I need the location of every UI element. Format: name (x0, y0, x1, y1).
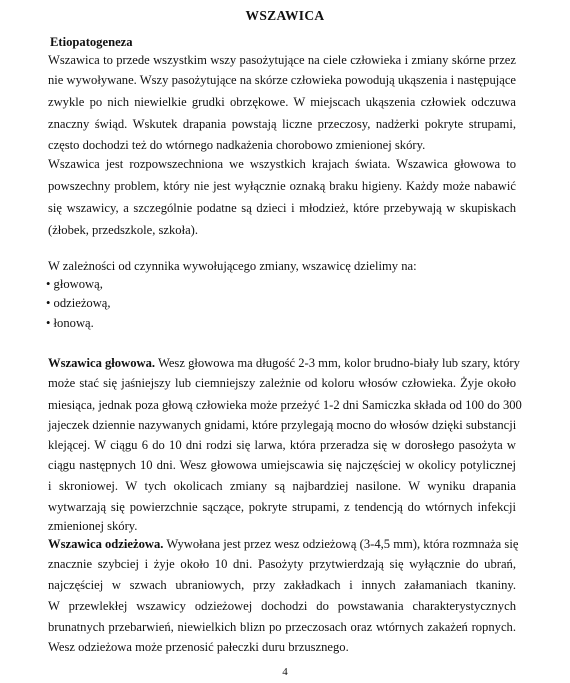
paragraph-line: znacznie szybciej i żyje około 10 dni. Pasożyty przytwierdzają się wyłącznie do ubrań, (48, 557, 516, 571)
paragraph-first-line (48, 355, 520, 371)
paragraph-line: znaczny świąd. Wskutek drapania powstają liczne przeczosy, nadżerki pokryte strupami, (48, 117, 516, 131)
paragraph-line: klejącej. W ciągu 6 do 10 dni rodzi się larwa, która przeradza się w dorosłego pasożyta w (48, 438, 516, 452)
paragraph-line: Wszawica jest rozpowszechniona we wszystkich krajach świata. Wszawica głowowa to (48, 157, 516, 171)
section-heading-etiopatogeneza: Etiopatogeneza (50, 35, 133, 49)
paragraph-line: zwykle po nich niewielkie grudki obrzękowe. W miejscach ukąszenia człowiek odczuwa (48, 95, 516, 109)
paragraph-line: powszechny problem, który nie jest wyłącznie oznaką braku higieny. Każdy może nabawić (48, 179, 516, 193)
paragraph-line: się wszawicy, a szczególnie podatne są dzieci i młodzież, które przebywają w skupiskach (48, 201, 516, 215)
list-item: • łonową. (46, 316, 94, 330)
paragraph-line: najczęściej w szwach ubraniowych, przy zakładkach i innych załamaniach tkaniny. (48, 578, 516, 592)
paragraph-line: nie wywoływane. Wszy pasożytujące na skórze człowieka powodują ukąszenia i następujące (48, 73, 517, 87)
section-heading-glowowa: Wszawica głowowa. (48, 356, 156, 370)
paragraph-first-line (48, 536, 519, 552)
paragraph-line: W przewlekłej wszawicy odzieżowej dochodzi do powstawania charakterystycznych (48, 599, 516, 613)
list-item: • głowową, (46, 277, 103, 291)
list-item: • odzieżową, (46, 296, 111, 310)
paragraph-line: może stać się jaśniejszy lub ciemniejszy zależnie od koloru włosów człowieka. Żyje około (48, 376, 516, 390)
paragraph-line: często dochodzi też do wtórnego nadkażenia chorobowo zmienionej skóry. (48, 138, 426, 152)
paragraph-line: miesiąca, jednak poza głową człowieka może przeżyć 1-2 dni Samiczka składa od 100 do 300 (48, 398, 522, 412)
paragraph-line: (żłobek, przedszkole, szkoła). (48, 223, 199, 237)
paragraph-line: zmienionej skóry. (48, 519, 138, 533)
paragraph-line: Wszawica to przede wszystkim wszy pasożytujące na ciele człowieka i zmiany skórne przez (48, 53, 516, 67)
classification-intro: W zależności od czynnika wywołującego zmiany, wszawicę dzielimy na: (48, 259, 417, 273)
paragraph-line: Wesz odzieżowa może przenosić pałeczki duru brzusznego. (48, 640, 349, 654)
section-heading-odziezowa: Wszawica odzieżowa. (48, 537, 164, 551)
page-title: WSZAWICA (245, 8, 325, 23)
paragraph-line: brunatnych przebarwień, niewielkich blizn po przeczosach oraz wtórnych zakażeń ropnych. (48, 620, 516, 634)
paragraph-text: Wywołana jest przez wesz odzieżową (3-4,5 mm), która rozmnaża się (163, 537, 519, 551)
paragraph-line: wytwarzają się powierzchnie sączące, pokryte strupami, z tendencją do wtórnych infekcji (48, 500, 516, 514)
page-number: 4 (282, 666, 288, 678)
paragraph-line: ciągu następnych 10 dni. Wesz głowowa umiejscawia się najczęściej w okolicy potylicznej (48, 458, 516, 472)
paragraph-text: Wesz głowowa ma długość 2-3 mm, kolor brudno-biały lub szary, który (155, 356, 520, 370)
paragraph-line: i skroniowej. W tych okolicach zmiany są najbardziej nasilone. W wyniku drapania (48, 479, 516, 493)
paragraph-line: jajeczek dziennie nazywanych gnidami, które przylegają mocno do włosów dzięki substancji (48, 418, 517, 432)
